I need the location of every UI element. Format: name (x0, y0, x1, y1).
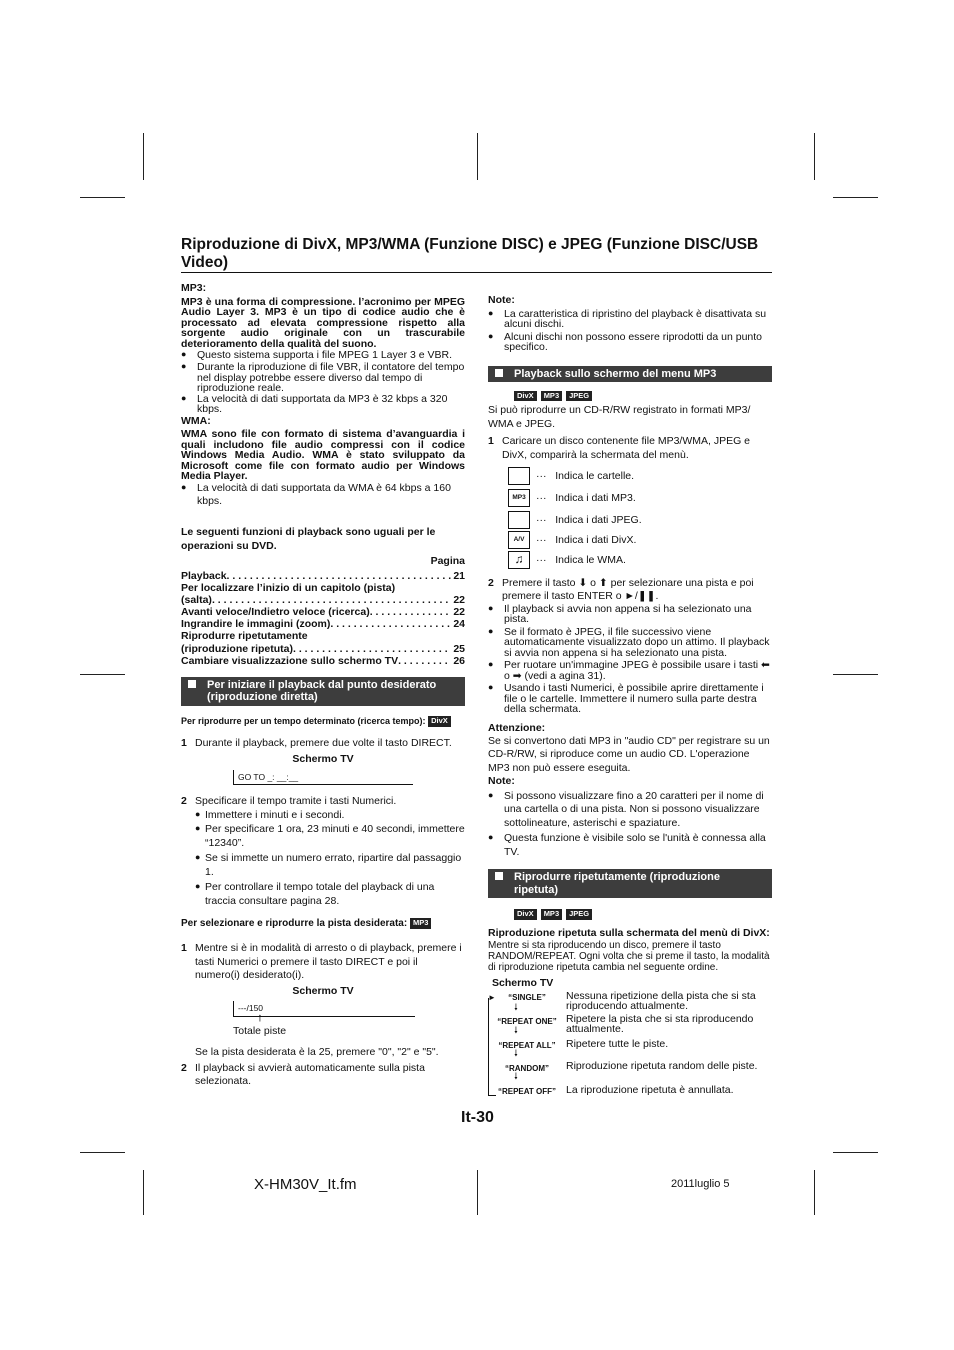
toc-label: Playback (181, 570, 227, 583)
note2-bullet: ● Questa funzione è visibile solo se l'unità è connessa alla TV. (488, 832, 772, 859)
mp3-badge: MP3 (541, 909, 562, 919)
toc (181, 570, 465, 667)
mp3-definition: MP3 è una forma di compressione. l’acronimo per MPEG Audio Layer 3. MP3 è un tipo di codice audio che è processato ad elevata compressione rispetto alla sorgente audio originale con un trascurabile deterioramento della qualità del suono. (181, 295, 465, 350)
menu-step-1 (488, 435, 772, 462)
legend-row (508, 488, 772, 508)
note2-heading: Note: (488, 774, 515, 787)
legend-row (508, 510, 772, 530)
legend-text: Indica i dati JPEG. (555, 513, 642, 526)
step2-bullet: ● Immettere i minuti e i secondi. (195, 809, 465, 822)
format-badges (514, 389, 772, 402)
note-heading: Note: (488, 294, 515, 306)
square-bullet-icon (495, 872, 503, 880)
arrow-down-icon: 🠗 (514, 1070, 518, 1081)
repeat-mode-desc: Nessuna ripetizione della pista che si sta riproducendo attualmente. (566, 989, 756, 1013)
section-header-mp3-menu (488, 366, 772, 383)
toc-label: Per localizzare l’inizio di un capitolo (pista) (181, 582, 396, 595)
dvd-intro: Le seguenti funzioni di playback sono uguali per le operazioni su DVD. (181, 526, 436, 552)
tv-screen-label: Schermo TV (492, 976, 554, 989)
divx-badge: DivX (514, 909, 537, 919)
arrow-right-icon: ► (488, 992, 496, 1002)
toc-label: (riproduzione ripetuta) (181, 642, 293, 655)
legend-text: Indica le cartelle. (555, 469, 635, 482)
note2-bullet: ● Si possono visualizzare fino a 20 caratteri per il nome di una cartella o di una pista. Non si possono visualizzare sottolineature, asterischi e spaziature. (488, 790, 772, 830)
step2-bullet: ● Per specificare 1 ora, 23 minuti e 40 secondi, immettere “12340”. (195, 823, 465, 850)
toc-page: 24 (453, 618, 465, 631)
divx-repeat-text: Mentre si sta riproducendo un disco, premere il tasto RANDOM/REPEAT. Ogni volta che si preme il tasto, la modalità di riproduzione ripetuta cambia nel seguente ordine. (488, 939, 770, 973)
repeat-mode-label: “REPEAT ONE” (497, 1016, 557, 1026)
dots: ··· (536, 491, 547, 504)
toc-page: 22 (453, 606, 465, 619)
menu-step2-bullet: ● Il playback si avvia non appena si ha selezionato una pista. (488, 604, 772, 625)
crop-mark (477, 133, 478, 180)
crop-mark (80, 197, 125, 198)
toc-page: 21 (453, 570, 465, 583)
crop-mark (833, 674, 878, 675)
wma-definition: WMA sono file con formato di sistema d’avanguardia i quali includono file audio compressi con il codice Windows Media Audio. WMA è stato sviluppato da Microsoft come file con formato audio per Windows Media Player. (181, 428, 465, 483)
total-tracks-label: Totale piste (233, 1024, 287, 1037)
step-text: Premere il tasto ⬇ o ⬆ per selezionare una pista e poi premere il tasto ENTER o ►/❚❚. (502, 576, 754, 603)
square-bullet-icon (188, 680, 196, 688)
toc-row[interactable] (181, 570, 465, 582)
repeat-mode-row (488, 1014, 772, 1038)
repeat-mode-label: “REPEAT ALL” (498, 1040, 556, 1050)
attention-heading: Attenzione: (488, 721, 546, 734)
menu-step-2 (488, 577, 772, 604)
step-1 (181, 737, 465, 750)
divx-repeat-heading: Riproduzione ripetuta sulla schermata del menù di DivX: (488, 927, 770, 940)
dots: ··· (536, 553, 547, 566)
footer-date: 2011luglio 5 (671, 1178, 730, 1190)
toc-row[interactable] (181, 606, 465, 618)
crop-mark (833, 1152, 878, 1153)
mp3-badge: MP3 (410, 918, 431, 928)
step-number: 1 (488, 435, 494, 448)
jpeg-badge: JPEG (566, 909, 592, 919)
note-bullet: ● Alcuni dischi non possono essere riprodotti da un punto specifico. (488, 332, 772, 353)
wma-file-icon: ♫ (508, 551, 530, 569)
mp3-file-icon: MP3 (508, 489, 530, 507)
track-counter-display: ---/150 (233, 1001, 415, 1016)
divx-badge: DivX (428, 716, 451, 726)
toc-label: Avanti veloce/Indietro veloce (ricerca) (181, 606, 370, 619)
step2-bullet: ● Se si immette un numero errato, ripartire dal passaggio 1. (195, 852, 465, 879)
crop-mark (143, 133, 144, 180)
attention-text: Se si convertono dati MP3 in "audio CD" per registrare su un CD-R/RW, si riproduce come un audio CD. L'operazione MP3 non può essere eseguita. (488, 734, 770, 774)
dots: ··· (536, 513, 547, 526)
step-number: 1 (181, 942, 187, 955)
toc-page: 25 (453, 642, 465, 655)
section-header-repeat (488, 869, 772, 898)
section-title: Per iniziare il playback dal punto desiderato (riproduzione diretta) (207, 678, 437, 704)
title-rule (181, 272, 772, 273)
crop-mark (143, 1170, 144, 1215)
menu-step2-bullet: ● Se il formato è JPEG, il file successivo viene automaticamente visualizzato dopo un attimo. Il playback si avvia non appena si ha selezionato una pista. (488, 627, 772, 659)
square-bullet-icon (495, 369, 503, 377)
crop-mark (477, 1170, 478, 1215)
step-number: 2 (181, 794, 187, 807)
legend-row (508, 466, 772, 486)
toc-label: (salta) (181, 594, 212, 607)
icon-legend (488, 466, 772, 570)
legend-text: Indica le WMA. (555, 553, 626, 566)
goto-display: GO TO _: __:__ (233, 770, 413, 785)
step-text: Il playback si avvierà automaticamente sulla pista selezionata. (195, 1061, 425, 1087)
legend-text: Indica i dati DivX. (555, 533, 637, 546)
repeat-mode-label: “SINGLE” (508, 992, 546, 1002)
repeat-mode-cycle (488, 991, 772, 1099)
repeat-mode-desc: Riproduzione ripetuta random delle piste. (566, 1059, 758, 1072)
step-number: 2 (181, 1061, 187, 1074)
mp3-bullet: ● Durante la riproduzione di file VBR, il contatore del tempo nel display potrebbe essere diverso dal tempo di riproduzione reale. (181, 362, 465, 394)
example-text: Se la pista desiderata è la 25, premere "0", "2" e "5". (195, 1045, 439, 1058)
divx-file-icon: A/V (508, 531, 530, 549)
arrow-down-icon: 🠗 (514, 1024, 518, 1035)
section-header-direct-playback (181, 677, 465, 706)
tv-screen-label: Schermo TV (292, 984, 354, 997)
repeat-mode-desc: La riproduzione ripetuta è annullata. (566, 1083, 734, 1096)
jpeg-file-icon (508, 511, 530, 529)
repeat-mode-row (488, 1083, 772, 1099)
step-2b (181, 1062, 465, 1089)
page-title: Riproduzione di DivX, MP3/WMA (Funzione DISC) e JPEG (Funzione DISC/USB Video) (181, 236, 759, 271)
mp3-bullet: ● La velocità di dati supportata da MP3 è 32 kbps a 320 kbps. (181, 394, 465, 415)
step-2 (181, 795, 465, 808)
arrow-down-icon: 🠗 (514, 1047, 518, 1058)
repeat-mode-row (488, 991, 772, 1014)
toc-row[interactable] (181, 582, 465, 594)
wma-bullet: ● La velocità di dati supportata da WMA è 64 kbps a 160 kbps. (181, 482, 465, 508)
toc-page: 26 (453, 654, 465, 667)
repeat-mode-label: “REPEAT OFF” (497, 1086, 557, 1096)
mp3-badge: MP3 (541, 391, 562, 401)
crop-mark (814, 1170, 815, 1215)
page-number: It-30 (461, 1109, 494, 1126)
toc-row[interactable] (181, 655, 465, 667)
section-title: Riprodurre ripetutamente (riproduzione ripetuta) (514, 870, 720, 896)
legend-text: Indica i dati MP3. (555, 491, 636, 504)
crop-mark (80, 674, 125, 675)
toc-page: 22 (453, 594, 465, 607)
divx-badge: DivX (514, 391, 537, 401)
step-1b (181, 942, 465, 982)
repeat-mode-desc: Ripetere tutte le piste. (566, 1037, 669, 1050)
repeat-mode-row (488, 1038, 772, 1060)
cycle-line (488, 998, 489, 1096)
legend-row (508, 550, 772, 570)
wma-heading: WMA: (181, 414, 211, 427)
jpeg-badge: JPEG (566, 391, 592, 401)
step-text: Mentre si è in modalità di arresto o di playback, premere i tasti Numerici o premere il tasto DIRECT e poi il numero(i) desiderato(i). (195, 942, 462, 982)
cycle-line (488, 1095, 496, 1096)
total-tracks-callout (233, 1012, 465, 1039)
note-bullet: ● La caratteristica di ripristino del playback è disattivata su alcuni dischi. (488, 309, 772, 330)
crop-mark (80, 1152, 125, 1153)
menu-step2-bullet: ● Usando i tasti Numerici, è possibile aprire direttamente i file o le cartelle. Immettere il numero sulla parte destra della schermata. (488, 683, 772, 715)
toc-row[interactable] (181, 643, 465, 655)
mp3-heading: MP3: (181, 282, 207, 294)
step-text: Specificare il tempo tramite i tasti Numerici. (195, 794, 397, 807)
toc-row[interactable] (181, 630, 465, 642)
step-number: 1 (181, 736, 187, 749)
label-text: Per riprodurre per un tempo determinato (ricerca tempo): (181, 715, 426, 726)
step-number: 2 (488, 576, 494, 589)
repeat-mode-label: “RANDOM” (505, 1063, 549, 1073)
time-search-label (181, 716, 465, 727)
format-badges (514, 908, 772, 921)
footer-filename: X-HM30V_It.fm (254, 1176, 357, 1193)
toc-label: Riprodurre ripetutamente (181, 630, 308, 643)
right-column (488, 282, 772, 1099)
repeat-mode-row (488, 1060, 772, 1083)
legend-row (508, 530, 772, 550)
folder-icon (508, 467, 530, 485)
toc-row[interactable] (181, 594, 465, 606)
left-column (181, 282, 465, 1088)
dots: ··· (536, 533, 547, 546)
track-select-label (181, 918, 465, 930)
toc-row[interactable] (181, 618, 465, 630)
step-text: Durante il playback, premere due volte il tasto DIRECT. (195, 736, 452, 749)
crop-mark (833, 197, 878, 198)
crop-mark (814, 133, 815, 180)
tv-screen-label: Schermo TV (292, 752, 354, 765)
label-text: Per selezionare e riprodurre la pista desiderata: (181, 918, 408, 930)
menu-step2-bullet: ● Per ruotare un'immagine JPEG è possibile usare i tasti ⬅ o ➡ (vedi a agina 31). (488, 660, 772, 681)
toc-header: Pagina (430, 555, 465, 568)
toc-label: Ingrandire le immagini (zoom) (181, 618, 331, 631)
section-title: Playback sullo schermo del menu MP3 (514, 367, 717, 380)
toc-label: Cambiare visualizzazione sullo schermo TV (181, 654, 399, 667)
repeat-mode-desc: Ripetere la pista che si sta riproducendo attualmente. (566, 1012, 754, 1036)
mp3-menu-intro: Si può riprodurre un CD-R/RW registrato in formati MP3/ WMA e JPEG. (488, 404, 751, 430)
mp3-bullet: ● Questo sistema supporta i file MPEG 1 Layer 3 e VBR. (181, 349, 465, 362)
step2-bullet: ● Per controllare il tempo totale del playback di una traccia consultare pagina 28. (195, 881, 465, 908)
step-text: Caricare un disco contenente file MP3/WMA, JPEG e DivX, comparirà la schermata del menù. (502, 435, 751, 461)
dots: ··· (536, 469, 547, 482)
arrow-up-icon: 🠕 (258, 1012, 262, 1023)
arrow-down-icon: 🠗 (514, 1001, 518, 1012)
